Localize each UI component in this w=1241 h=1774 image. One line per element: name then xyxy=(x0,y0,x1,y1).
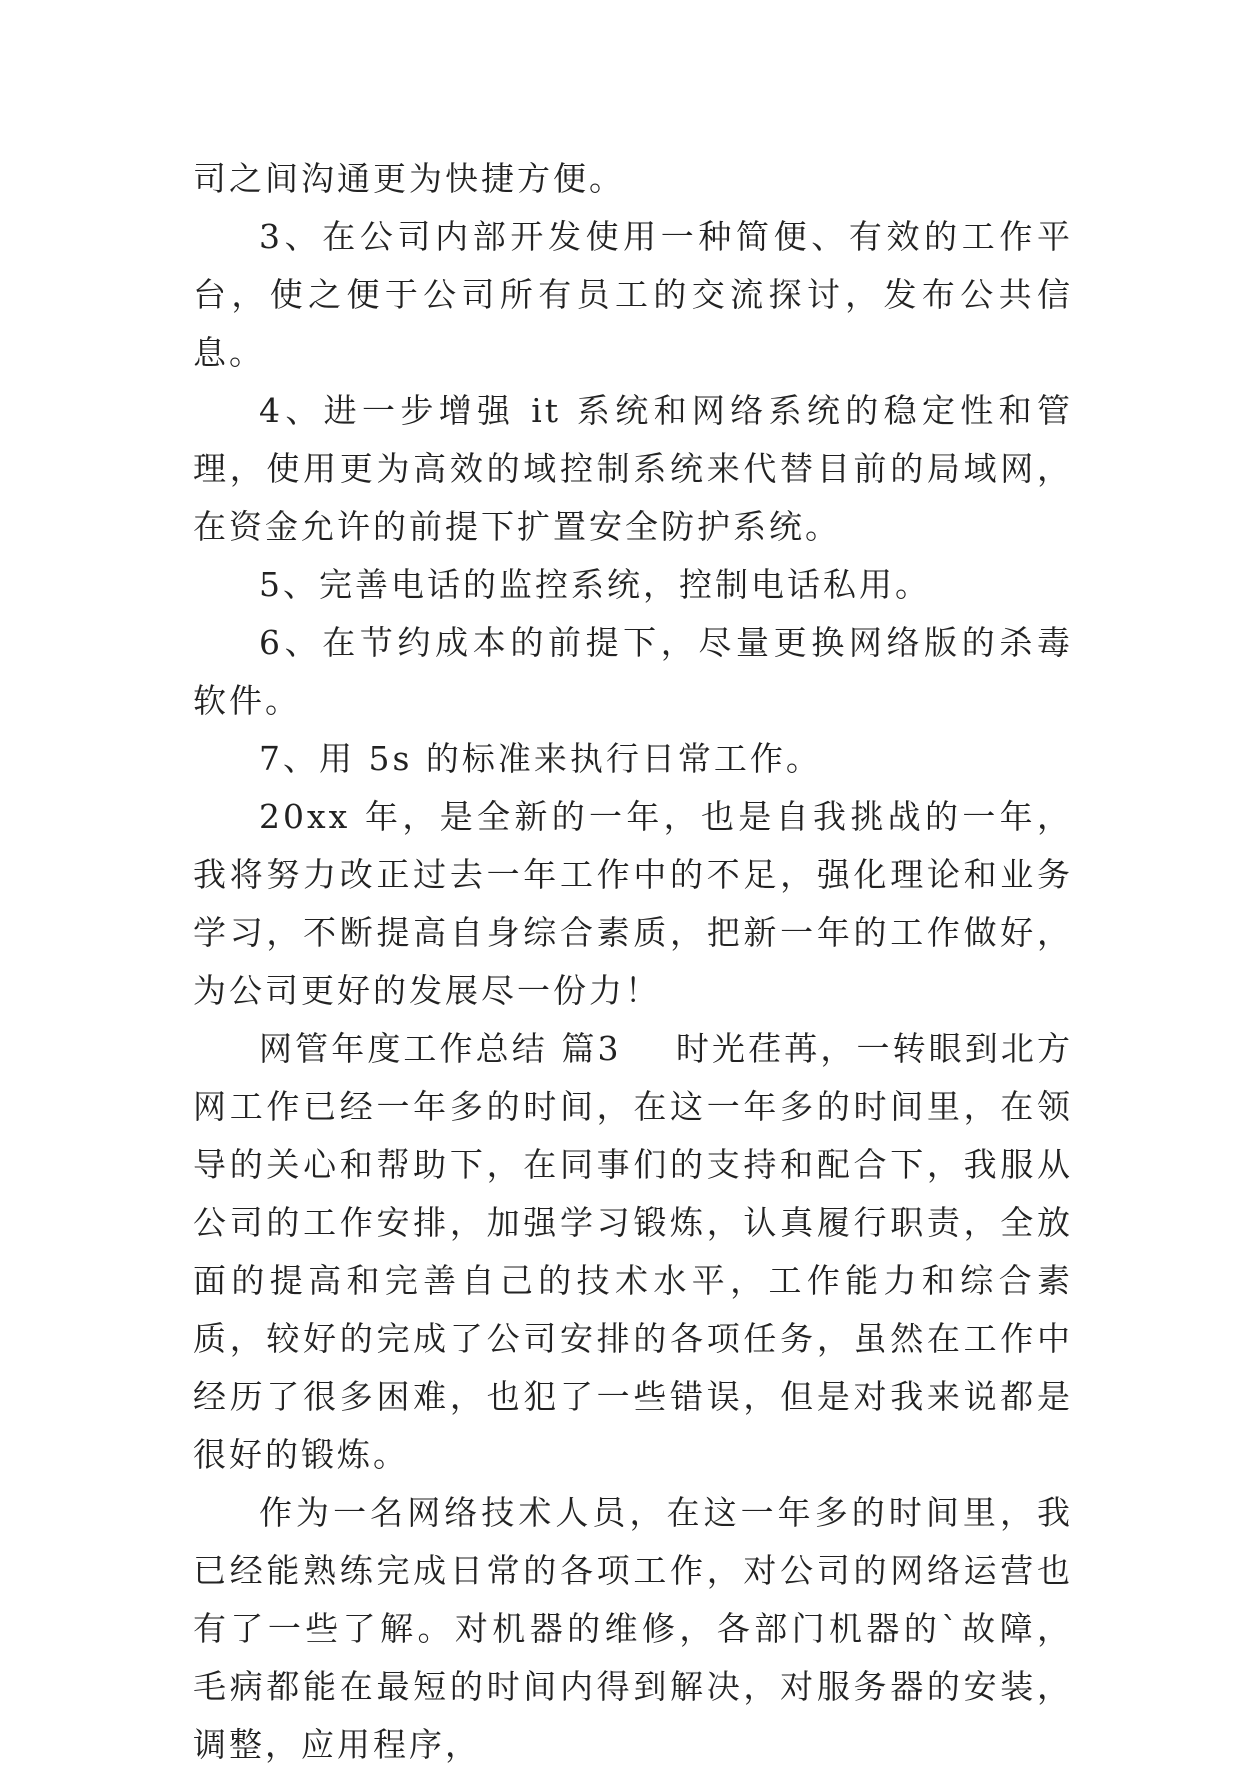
paragraph-new-year: 20xx 年，是全新的一年，也是自我挑战的一年，我将努力改正过去一年工作中的不足，强化理论和业务学习，不断提高自身综合素质，把新一年的工作做好，为公司更好的发展尽一份力！ xyxy=(193,797,1073,1010)
paragraph-item-5: 5、完善电话的监控系统，控制电话私用。 xyxy=(259,565,931,604)
paragraph-item-4: 4、进一步增强 it 系统和网络系统的稳定性和管理，使用更为高效的域控制系统来代替目前的局域网，在资金允许的前提下扩置安全防护系统。 xyxy=(193,391,1073,546)
paragraph-network-tech: 作为一名网络技术人员，在这一年多的时间里，我已经能熟练完成日常的各项工作，对公司的网络运营也有了一些了解。对机器的维修，各部门机器的`故障，毛病都能在最短的时间内得到解决，对服务器的安装，调整，应用程序， xyxy=(193,1493,1073,1764)
paragraph-summary-3: 网管年度工作总结 篇3 时光荏苒，一转眼到北方网工作已经一年多的时间，在这一年多的时间里，在领导的关心和帮助下，在同事们的支持和配合下，我服从公司的工作安排，加强学习锻炼，认真履行职责，全放面的提高和完善自己的技术水平，工作能力和综合素质，较好的完成了公司安排的各项任务，虽然在工作中经历了很多困难，也犯了一些错误，但是对我来说都是很好的锻炼。 xyxy=(193,1029,1073,1474)
document-body xyxy=(193,150,1073,1774)
paragraph-continuation: 司之间沟通更为快捷方便。 xyxy=(193,159,625,198)
paragraph-item-3: 3、在公司内部开发使用一种简便、有效的工作平台，使之便于公司所有员工的交流探讨，发布公共信息。 xyxy=(193,217,1073,372)
paragraph-item-7: 7、用 5s 的标准来执行日常工作。 xyxy=(259,739,822,778)
paragraph-item-6: 6、在节约成本的前提下，尽量更换网络版的杀毒软件。 xyxy=(193,623,1073,720)
